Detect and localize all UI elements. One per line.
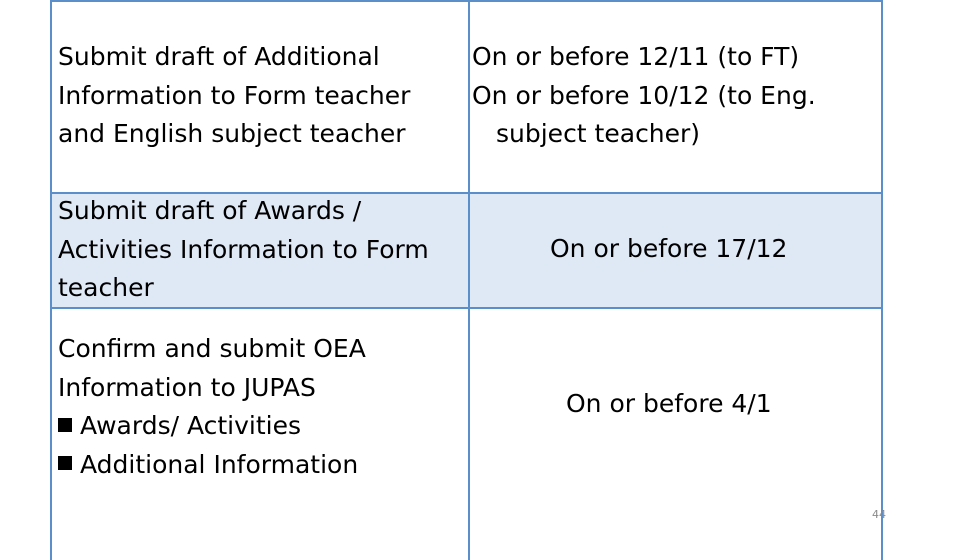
deadline-cell-confirm-submit xyxy=(472,385,881,424)
bullet-text: Awards/ Activities xyxy=(80,411,302,440)
deadline-cell-additional-info xyxy=(472,38,881,154)
square-bullet-icon xyxy=(58,456,72,470)
task-cell-awards xyxy=(58,192,466,308)
page-number: 44 xyxy=(872,508,886,521)
task-line: Submit draft of Additional xyxy=(58,42,380,71)
task-line: Information to JUPAS xyxy=(58,372,316,402)
task-cell-confirm-submit xyxy=(58,330,466,484)
bullet-text: Additional Information xyxy=(80,449,359,479)
deadline-cell-awards xyxy=(472,230,881,269)
task-line: Confirm and submit OEA xyxy=(58,334,366,363)
bullet-item xyxy=(58,407,466,446)
task-line: Information to Form teacher xyxy=(58,80,411,110)
column-divider xyxy=(468,309,470,560)
deadline-line: On or before 4/1 xyxy=(566,389,772,418)
bullet-item xyxy=(58,446,466,485)
task-cell-additional-info xyxy=(58,38,466,154)
column-divider xyxy=(468,194,470,307)
deadline-line: subject teacher) xyxy=(496,119,701,148)
task-line: teacher xyxy=(58,273,154,302)
deadline-line: On or before 12/11 (to FT) xyxy=(472,42,800,71)
deadline-line: On or before 10/12 (to Eng. xyxy=(472,80,816,110)
task-line: and English subject teacher xyxy=(58,119,406,148)
task-line: Activities Information to Form xyxy=(58,234,429,264)
task-line: Submit draft of Awards / xyxy=(58,196,362,225)
column-divider xyxy=(468,2,470,192)
square-bullet-icon xyxy=(58,418,72,432)
schedule-table xyxy=(50,0,883,560)
deadline-line: On or before 17/12 xyxy=(550,234,788,263)
